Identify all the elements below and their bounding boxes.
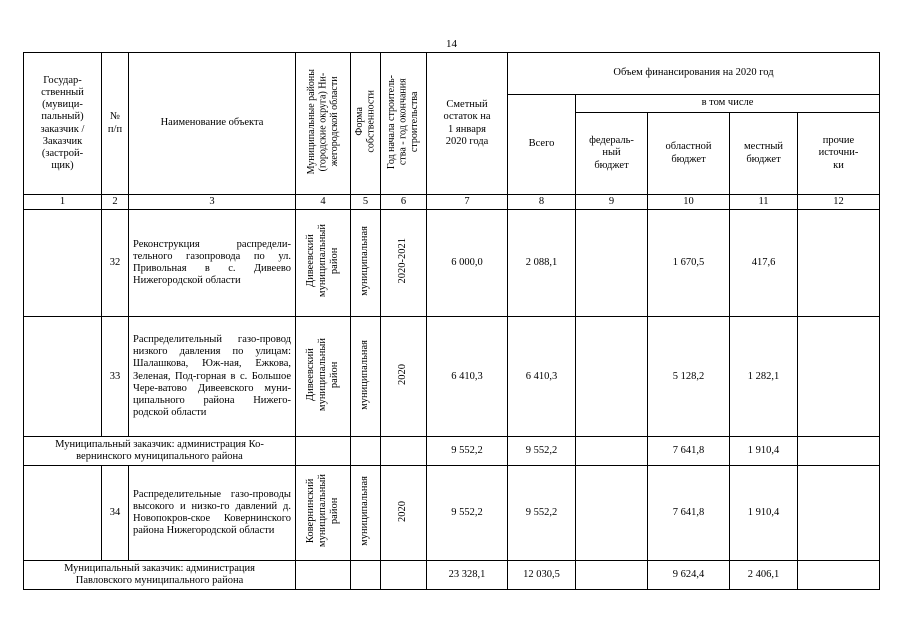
column-number: 6 bbox=[381, 195, 427, 210]
ownership-cell bbox=[351, 561, 381, 590]
regional-cell: 5 128,2 bbox=[648, 317, 730, 437]
row-number: 34 bbox=[102, 466, 129, 561]
balance-cell: 23 328,1 bbox=[427, 561, 508, 590]
header-estimated-balance bbox=[427, 53, 508, 195]
district-text: Дивеевский муниципальный район bbox=[304, 337, 341, 412]
header-districts bbox=[296, 53, 351, 195]
federal-cell bbox=[576, 561, 648, 590]
years-cell bbox=[381, 317, 427, 437]
column-number: 5 bbox=[351, 195, 381, 210]
header-row-1 bbox=[24, 53, 880, 95]
district-cell bbox=[296, 210, 351, 317]
header-regional bbox=[648, 113, 730, 195]
header-funding-volume bbox=[508, 53, 880, 95]
column-number: 4 bbox=[296, 195, 351, 210]
district-text: Дивеевский муниципальный район bbox=[304, 224, 341, 298]
header-districts-text: Муниципальные районы (городские округа) Ни- жегородской области bbox=[305, 69, 340, 175]
ownership-cell bbox=[351, 210, 381, 317]
total-cell: 12 030,5 bbox=[508, 561, 576, 590]
object-name: Реконструкция распредели-тельного газопровода по ул. Привольная в с. Дивеево Нижегородской области bbox=[129, 210, 296, 317]
header-number bbox=[102, 53, 129, 195]
regional-cell: 1 670,5 bbox=[648, 210, 730, 317]
column-number: 10 bbox=[648, 195, 730, 210]
district-cell bbox=[296, 561, 351, 590]
column-numbers-row bbox=[24, 195, 880, 210]
column-number: 8 bbox=[508, 195, 576, 210]
other-cell bbox=[798, 561, 880, 590]
header-regional-text: областной бюджет bbox=[665, 141, 712, 165]
total-cell: 6 410,3 bbox=[508, 317, 576, 437]
district-cell bbox=[296, 437, 351, 466]
customer-label: Муниципальный заказчик: администрация Ко- вернинского муниципального района bbox=[24, 437, 296, 466]
district-text: Ковернинский муниципальный район bbox=[304, 474, 341, 548]
header-object-name-text: Наименование объекта bbox=[160, 117, 264, 129]
years-cell bbox=[381, 466, 427, 561]
header-customer bbox=[24, 53, 102, 195]
years-text: 2020 bbox=[397, 364, 409, 386]
balance-cell: 9 552,2 bbox=[427, 466, 508, 561]
ownership-cell bbox=[351, 317, 381, 437]
local-cell: 1 910,4 bbox=[730, 466, 798, 561]
column-number: 2 bbox=[102, 195, 129, 210]
local-cell: 1 910,4 bbox=[730, 437, 798, 466]
other-cell bbox=[798, 210, 880, 317]
header-local bbox=[730, 113, 798, 195]
header-years bbox=[381, 53, 427, 195]
row-number: 33 bbox=[102, 317, 129, 437]
balance-cell: 6 410,3 bbox=[427, 317, 508, 437]
header-including-text: в том числе bbox=[701, 97, 754, 109]
header-funding-volume-text: Объем финансирования на 2020 год bbox=[613, 67, 774, 79]
balance-cell: 6 000,0 bbox=[427, 210, 508, 317]
local-cell: 2 406,1 bbox=[730, 561, 798, 590]
ownership-text: муниципальная bbox=[359, 339, 371, 410]
header-including bbox=[576, 95, 880, 113]
other-cell bbox=[798, 437, 880, 466]
header-other bbox=[798, 113, 880, 195]
federal-cell bbox=[576, 210, 648, 317]
years-text: 2020 bbox=[397, 500, 409, 522]
ownership-text: муниципальная bbox=[359, 226, 371, 296]
years-cell bbox=[381, 210, 427, 317]
local-cell: 417,6 bbox=[730, 210, 798, 317]
customer-subtotal-row bbox=[24, 437, 880, 466]
regional-cell: 9 624,4 bbox=[648, 561, 730, 590]
federal-cell bbox=[576, 437, 648, 466]
customer-cell bbox=[24, 466, 102, 561]
ownership-cell bbox=[351, 437, 381, 466]
federal-cell bbox=[576, 466, 648, 561]
table-row bbox=[24, 466, 880, 561]
federal-cell bbox=[576, 317, 648, 437]
header-ownership bbox=[351, 53, 381, 195]
ownership-text: муниципальная bbox=[359, 476, 371, 546]
header-federal bbox=[576, 113, 648, 195]
header-federal-text: федераль- ный бюджет bbox=[589, 135, 634, 171]
customer-label: Муниципальный заказчик: администрация Павловского муниципального района bbox=[24, 561, 296, 590]
other-cell bbox=[798, 317, 880, 437]
page-number: 14 bbox=[446, 38, 457, 50]
column-number: 9 bbox=[576, 195, 648, 210]
balance-cell: 9 552,2 bbox=[427, 437, 508, 466]
object-name: Распределительные газо-проводы высокого и низко-го давлений д. Новопокров-ское Ковернинского района Нижегородской области bbox=[129, 466, 296, 561]
object-name: Распределительный газо-провод низкого давления по улицам: Шалашкова, Юж-ная, Ежкова, Зеленая, Под-горная в с. Большое Чере-ватово Дивеевского муни-ципального района Нижего-родской области bbox=[129, 317, 296, 437]
header-object-name bbox=[129, 53, 296, 195]
header-customer-text: Государ- ственный (мувици- пальный) заказчик / Заказчик (застрой- щик) bbox=[40, 75, 85, 171]
header-number-text: № п/п bbox=[107, 111, 123, 135]
total-cell: 9 552,2 bbox=[508, 466, 576, 561]
other-cell bbox=[798, 466, 880, 561]
years-cell bbox=[381, 437, 427, 466]
column-number: 3 bbox=[129, 195, 296, 210]
column-number: 12 bbox=[798, 195, 880, 210]
district-cell bbox=[296, 317, 351, 437]
header-local-text: местный бюджет bbox=[743, 141, 784, 165]
total-cell: 2 088,1 bbox=[508, 210, 576, 317]
header-ownership-text: Форма собственности bbox=[354, 90, 377, 154]
years-cell bbox=[381, 561, 427, 590]
ownership-cell bbox=[351, 466, 381, 561]
financing-table bbox=[23, 52, 880, 590]
customer-cell bbox=[24, 210, 102, 317]
customer-cell bbox=[24, 317, 102, 437]
column-number: 11 bbox=[730, 195, 798, 210]
header-years-text: Год начала строитель- ства - год окончания строительства bbox=[386, 74, 421, 169]
column-number: 1 bbox=[24, 195, 102, 210]
local-cell: 1 282,1 bbox=[730, 317, 798, 437]
header-total bbox=[508, 95, 576, 195]
total-cell: 9 552,2 bbox=[508, 437, 576, 466]
customer-subtotal-row bbox=[24, 561, 880, 590]
row-number: 32 bbox=[102, 210, 129, 317]
table-row bbox=[24, 317, 880, 437]
header-other-text: прочие источни- ки bbox=[818, 135, 859, 171]
regional-cell: 7 641,8 bbox=[648, 466, 730, 561]
column-number: 7 bbox=[427, 195, 508, 210]
district-cell bbox=[296, 466, 351, 561]
header-estimated-balance-text: Сметный остаток на 1 января 2020 года bbox=[443, 99, 491, 147]
table-row bbox=[24, 210, 880, 317]
header-total-text: Всего bbox=[528, 138, 555, 150]
regional-cell: 7 641,8 bbox=[648, 437, 730, 466]
years-text: 2020-2021 bbox=[397, 238, 409, 284]
